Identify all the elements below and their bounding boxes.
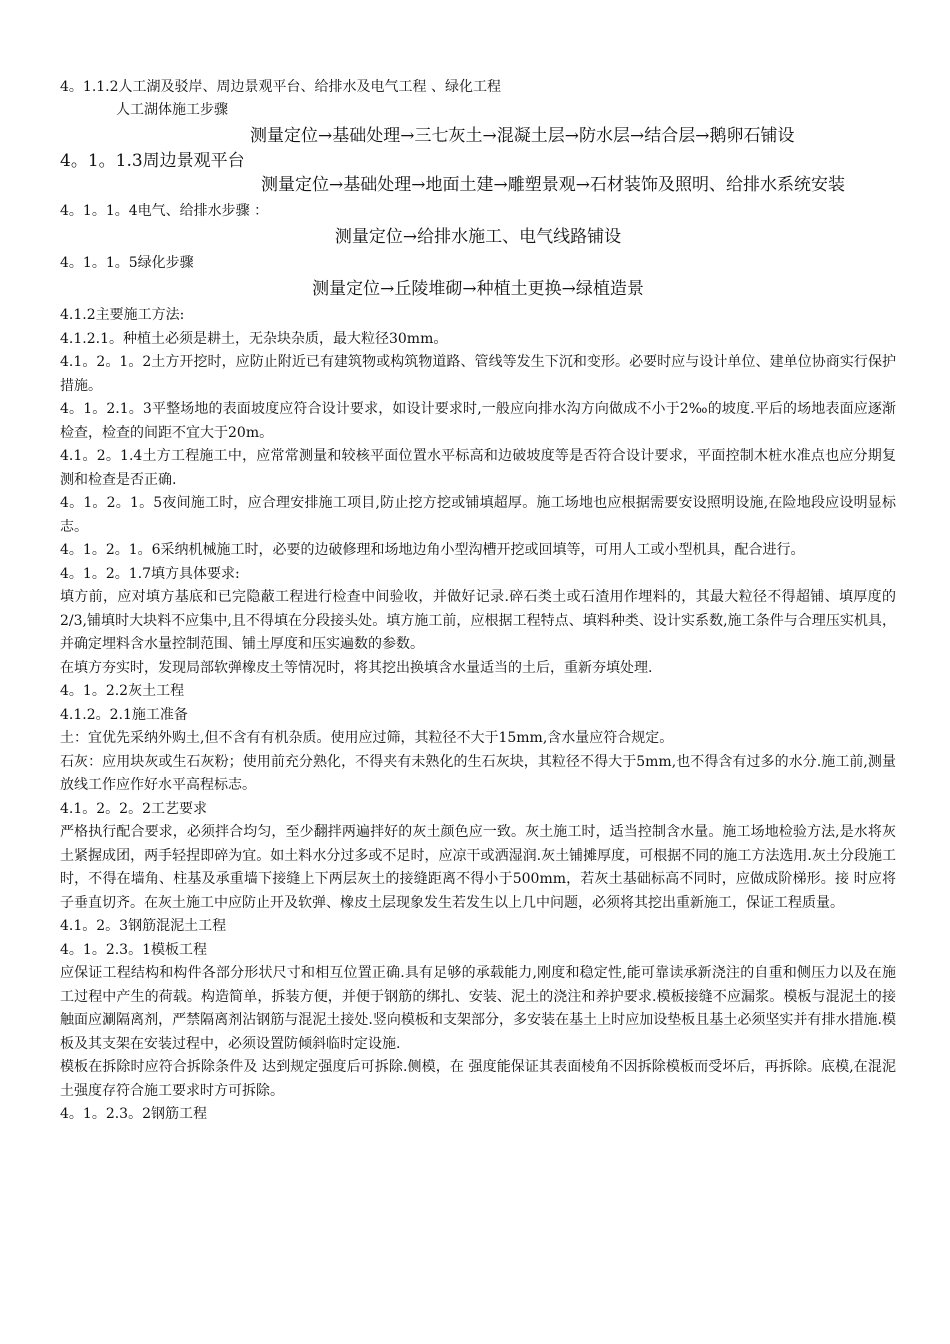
flow-lake: 测量定位→基础处理→三七灰土→混凝土层→防水层→结合层→鹅卵石铺设 xyxy=(250,126,795,146)
paragraph-formwork: 应保证工程结构和构件各部分形状尺寸和相互位置正确.具有足够的承载能力,刚度和稳定性,能可靠读承新浇注的自重和侧压力以及在施工过程中产生的荷载。构造简单，拆装方便，并便于钢筋的绑扎、安装、泥土的浇注和养护要求.模板接缝不应漏浆。模板与混泥土的接触面应涮隔离剂，严禁隔离剂沾钢筋与混泥土接处.竖向模板和支架部分，多安装在基土上时应加设垫板且基土必须坚实并有排水措施.模板及其支架在安装过程中，必须设置防倾斜临时定设施. xyxy=(60,965,896,1052)
paragraph-4-1-2-1-2: 4.1。2。1。2土方开挖时，应防止附近已有建筑物或构筑物道路、管线等发生下沉和变形。必要时应与设计单位、建单位协商实行保护措施。 xyxy=(60,354,896,394)
section-heading-4-1-2-3-2: 4。1。2.3。2钢筋工程 xyxy=(60,1106,207,1122)
section-heading-4-1-2-2-2: 4.1。2。2。2工艺要求 xyxy=(60,800,207,817)
section-heading-4-1-2-1-7: 4。1。2。1.7填方具体要求: xyxy=(60,565,240,582)
flow-greening: 测量定位→丘陵堆砌→种植土更换→绿植造景 xyxy=(312,279,644,299)
flow-electric: 测量定位→给排水施工、电气线路铺设 xyxy=(334,227,622,247)
paragraph-formwork-removal: 模板在拆除时应符合拆除条件及 达到规定强度后可拆除.侧模，在 强度能保证其表面棱角不因拆除模板而受坏后，再拆除。底模,在混泥土强度存符合施工要求时方可拆除。 xyxy=(60,1059,896,1099)
paragraph-process-requirements: 严格执行配合要求，必须拌合均匀，至少翻拌两遍拌好的灰土颜色应一致。灰土施工时，适当控制含水量。施工场地检验方法,是水将灰土紧握成团，两手轻捏即碎为宜。如土料水分过多或不足时，应凉干或洒湿润.灰土铺摊厚度，可根据不同的施工方法选用.灰土分段施工时，不得在墙角、柱基及承重墙下接缝上下两层灰土的接缝距离不得小于500mm，若灰土基础标高不同时，应做成阶梯形。接 时应将 子垂直切齐。在灰土施工中应防止开及软弹、橡皮土层现象发生若发生以上几中问题，必须将其挖出重新施工，保证工程质量。 xyxy=(60,824,896,911)
paragraph-4-1-2-1-6: 4。1。2。1。6采纳机械施工时，必要的边破修理和场地边角小型沟槽开挖或回填等，可用人工或小型机具，配合进行。 xyxy=(60,542,805,558)
flow-platform: 测量定位→基础处理→地面土建→雕塑景观→石材装饰及照明、给排水系统安装 xyxy=(261,175,845,195)
section-heading-4-1-2: 4.1.2主要施工方法: xyxy=(60,307,185,323)
section-heading-4-1-2-2: 4。1。2.2灰土工程 xyxy=(60,683,185,699)
section-heading-4-1-2-3-1: 4。1。2.3。1模板工程 xyxy=(60,941,207,958)
subheading-lake-steps: 人工湖体施工步骤 xyxy=(116,102,228,118)
paragraph-soil: 土：宜优先采纳外购土,但不含有有机杂质。使用应过筛，其粒径不大于15mm,含水量应符合规定。 xyxy=(60,730,674,746)
paragraph-fill-compaction: 在填方夯实时，发现局部软弹橡皮土等情况时，将其挖出换填含水量适当的土后，重新夯填处理. xyxy=(60,659,653,676)
paragraph-4-1-2-1-4: 4.1。2。1.4土方工程施工中，应常常测量和较核平面位置水平标高和边破坡度等是否符合设计要求，平面控制木桩水准点也应分期复测和检查是否正确. xyxy=(60,448,896,488)
paragraph-fill-requirements: 填方前，应对填方基底和已完隐蔽工程进行检查中间验收，并做好记录.碎石类土或石渣用作埋料的，其最大粒径不得超铺、填厚度的2/3,铺填时大块料不应集中,且不得填在分段接头处。填方施工前，应根据工程特点、填料种类、设计实系数,施工条件与合理压实机具，并确定埋料含水量控制范围、铺土厚度和压实遍数的参数。 xyxy=(60,589,896,652)
paragraph-lime: 石灰：应用块灰或生石灰粉；使用前充分熟化，不得夹有未熟化的生石灰块，其粒径不得大于5mm,也不得含有过多的水分.施工前,测量放线工作应作好水平高程标志。 xyxy=(60,753,896,793)
section-heading-4-1-1-3: 4。1。1.3周边景观平台 xyxy=(60,151,245,171)
section-heading-4-1-2-3: 4.1。2。3钢筋混泥土工程 xyxy=(60,918,227,934)
section-heading-4-1-1-4: 4。1。1。4电气、给排水步骤 ： xyxy=(60,203,269,219)
section-heading-4-1-1-5: 4。1。1。5绿化步骤 xyxy=(60,255,194,271)
section-heading-4-1-1-2: 4。1.1.2人工湖及驳岸、周边景观平台、给排水及电气工程 、绿化工程 xyxy=(60,79,501,95)
paragraph-4-1-2-1-5: 4。1。2。1。5夜间施工时，应合理安排施工项目,防止挖方挖或铺填超厚。施工场地也应根据需要安设照明设施,在险地段应设明显标志。 xyxy=(60,495,896,535)
document-page xyxy=(60,76,896,1127)
section-heading-4-1-2-2-1: 4.1.2。2.1施工准备 xyxy=(60,706,188,723)
paragraph-4-1-2-1-1: 4.1.2.1。种植土必须是耕土，无杂块杂质，最大粒径30mm。 xyxy=(60,330,448,347)
paragraph-4-1-2-1-3: 4。1。2.1。3平整场地的表面坡度应符合设计要求，如设计要求时,一般应向排水沟方向做成不小于2‰的坡度.平后的场地表面应逐渐检查，检查的间距不宜大于20m。 xyxy=(60,401,896,441)
